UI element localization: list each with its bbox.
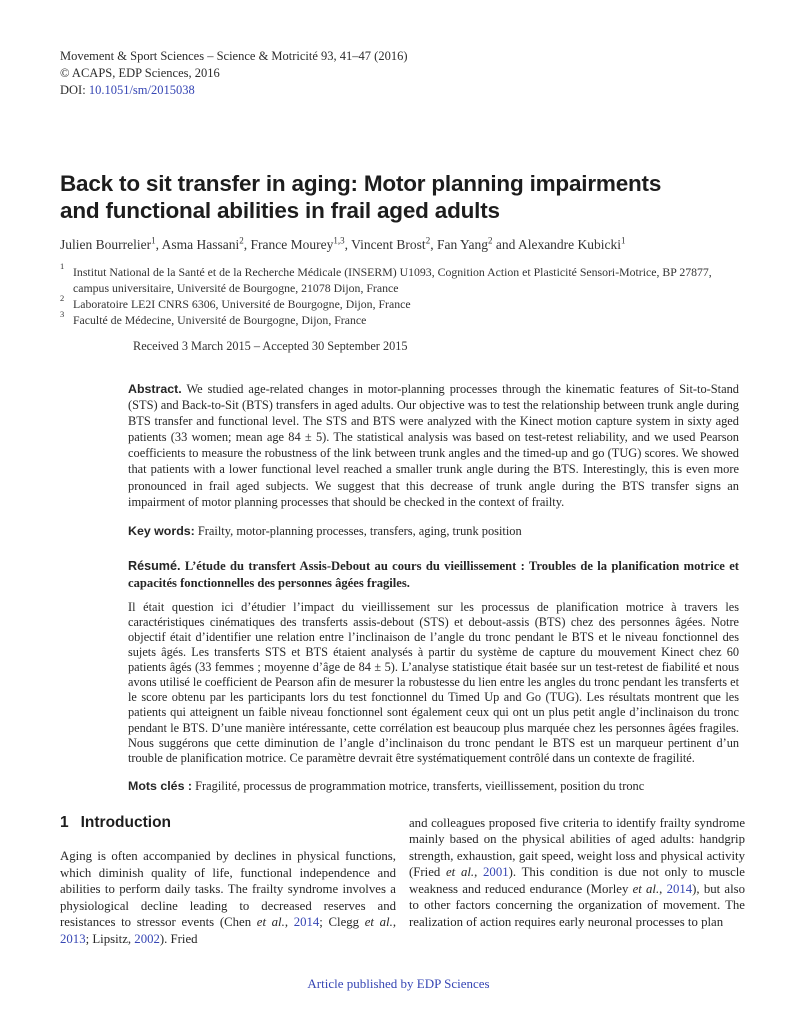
copyright-line: © ACAPS, EDP Sciences, 2016 bbox=[60, 66, 220, 80]
received-accepted-line: Received 3 March 2015 – Accepted 30 September 2015 bbox=[133, 339, 408, 353]
abstract-text: We studied age-related changes in motor-planning processes through the kinematic features of Sit-to-Stand (STS) and Back-to-Sit (BTS) transfers in aged adults. Our objective was to test the relationship between trunk angle during BTS transfer and functional level. The STS and BTS were analyzed with the Kinect motion capture system in sixty aged patients (33 women; mean age 84 ± 5). The statistical analysis was based on test-retest reliability, and we used Pearson coefficients to measure the robustness of the link between trunk angles and the timed-up and go (TUG) scores. We showed that patients with a lower functional level reached a smaller trunk angle during the BTS. Interestingly, this is even more pronounced in frail aged subjects. We suggest that this decrease of trunk angle during the BTS transfer signs an impairment of motor planning processes that should be checked in the context of frailty. bbox=[128, 382, 739, 509]
affiliation-number: 3 bbox=[60, 309, 65, 319]
publisher-footer bbox=[0, 976, 797, 992]
affiliation-item bbox=[60, 261, 745, 296]
affiliation-number: 1 bbox=[60, 261, 65, 271]
affiliation-text: Faculté de Médecine, Université de Bourgogne, Dijon, France bbox=[73, 313, 367, 327]
article-header bbox=[60, 48, 745, 99]
citation-link[interactable]: 2001 bbox=[483, 865, 509, 880]
authors-line: Julien Bourrelier$^1$, Asma Hassani$^2$, France Mourey$^{1,3}$, Vincent Brost$^2$, Fan Yang$^2$ and Alexandre Kubicki$^1$ bbox=[60, 235, 626, 252]
resume-heading bbox=[128, 558, 739, 593]
journal-line: Movement & Sport Sciences – Science & Motricité 93, 41–47 (2016) bbox=[60, 49, 408, 63]
abstract-block bbox=[128, 381, 739, 794]
section-number: 1 bbox=[60, 813, 69, 831]
resume-text: Il était question ici d’étudier l’impact du vieillissement sur les processus de planification motrice à travers les caractéristiques cinématiques des transferts assis-debout (STS) et debout-assis (BTS) chez des personnes âgées. Notre objectif était d’identifier une relation entre l’inclinaison de l’angle du tronc pendant le BTS et le niveau fonctionnel des sujets âgés. Les transferts STS et BTS étaient analysés à partir du système de capture du mouvement Kinect chez 60 patients âgés (33 femmes ; moyenne d’âge de 84 ± 5). L’analyse statistique était basée sur un test-retest de fiabilité et nous avons utilisé le coefficient de Pearson afin de mesurer la robustesse du lien entre les angles du tronc pendant les transferts et le score obtenu par les participants lors du test fonctionnel du Timed Up and Go (TUG). Les résultats montrent que les patients qui atteignent un faible niveau fonctionnel sont également ceux qui ont un plus petit angle d’inclinaison du tronc pendant le BTS. D’une manière intéressante, cette corrélation est beaucoup plus marquée chez les personnes âgées fragiles. Nous suggérons que cette diminution de l’angle d’inclinaison du tronc pendant le BTS est un marqueur pertinent d’un trouble de planification motrice. Ce paramètre devrait être systématiquement contrôlé dans un contexte de fragilité. bbox=[128, 599, 739, 765]
affiliations-list bbox=[60, 261, 745, 328]
resume-title: L’étude du transfert Assis-Debout au cours du vieillissement : Troubles de la planification motrice et capacités fonctionnelles des personnes âgées fragiles. bbox=[128, 558, 739, 591]
paper-title-line-1: Back to sit transfer in aging: Motor planning impairments bbox=[60, 171, 662, 196]
abstract-paragraph bbox=[128, 381, 739, 510]
motscles-text: Fragilité, processus de programmation motrice, transferts, vieillissement, position du tronc bbox=[192, 778, 645, 793]
resume-label: Résumé. bbox=[128, 558, 181, 573]
citation-link[interactable]: 2014 bbox=[293, 915, 320, 930]
citation-link[interactable]: 2014 bbox=[666, 881, 693, 896]
keywords-text: Frailty, motor-planning processes, transfers, aging, trunk position bbox=[194, 523, 522, 538]
intro-right-paragraph: and colleagues proposed five criteria to identify frailty syndrome mainly based on the physical abilities of aged adults: handgrip strength, exhaustion, gait speed, weight loss and physical activity (Fried et al., 2001). This condition is due not only to muscle weakness and reduced endurance (Morley et al., 2014), but also to other factors concerning the organization of movement. The realization of action requires early neuronal processes to plan bbox=[409, 815, 746, 929]
doi-line bbox=[60, 82, 745, 99]
footer-link[interactable]: Article published by EDP Sciences bbox=[307, 976, 490, 991]
paper-title bbox=[60, 170, 745, 224]
abstract-label: Abstract. bbox=[128, 382, 182, 396]
paper-title-line-2: and functional abilities in frail aged adults bbox=[60, 198, 500, 223]
affiliation-text: Institut National de la Santé et de la Recherche Médicale (INSERM) U1093, Cognition Action et Plasticité Sensori-Motrice, BP 27877, campus universitaire, Université de Bourgogne, 21078 Dijon, France bbox=[73, 265, 712, 295]
doi-label: DOI: bbox=[60, 83, 89, 97]
intro-left-paragraph: Aging is often accompanied by declines in physical functions, which diminish quality of life, functional independence and abilities to perform daily tasks. The frailty syndrome involves a physiological decline leading to decreased reserves and resistances to stressor events (Chen et al., 2014; Clegg et al., 2013; Lipsitz, 2002). Fried bbox=[60, 849, 397, 946]
affiliation-item bbox=[60, 293, 745, 312]
motscles-line bbox=[128, 778, 739, 794]
citation-link[interactable]: 2002 bbox=[134, 931, 160, 946]
affiliation-text: Laboratoire LE2I CNRS 6306, Université de Bourgogne, Dijon, France bbox=[73, 297, 411, 311]
keywords-label: Key words: bbox=[128, 523, 195, 538]
keywords-line bbox=[128, 523, 739, 539]
citation-link[interactable]: 2013 bbox=[60, 931, 86, 946]
intro-columns bbox=[60, 815, 745, 948]
intro-left-column bbox=[60, 815, 396, 948]
intro-right-column bbox=[409, 815, 745, 948]
motscles-label: Mots clés : bbox=[128, 778, 193, 793]
section-heading-introduction bbox=[60, 815, 396, 832]
affiliation-item bbox=[60, 309, 745, 328]
doi-link[interactable]: 10.1051/sm/2015038 bbox=[88, 83, 195, 97]
affiliation-number: 2 bbox=[60, 293, 65, 303]
section-title: Introduction bbox=[80, 813, 172, 831]
